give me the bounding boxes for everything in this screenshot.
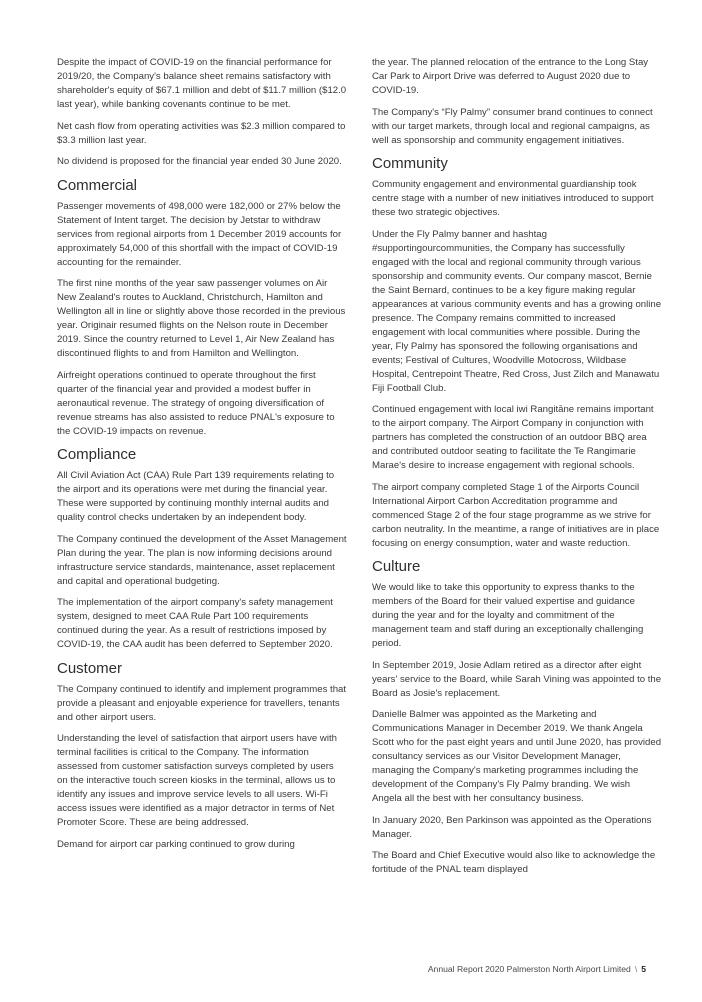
culture-heading: Culture	[372, 558, 421, 575]
finance-paragraph-1: Despite the impact of COVID-19 on the financial performance for 2019/20, the Company's balance sheet remains satisfactory with shareholder's equity of $67.1 million and debt of $11.7 million ($12.0 last year), while banking covenants continue to be met.	[57, 57, 347, 110]
culture-paragraph-5: The Board and Chief Executive would also like to acknowledge the fortitude of the PNAL team displayed	[372, 850, 656, 875]
community-paragraph-3: Continued engagement with local iwi Rangitāne remains important to the airport company. The Airport Company in conjunction with partners has completed the construction of an outdoor BBQ area and contributed outdoor seating to facilitate the Te Rangimarie Marae's desire to increase engagement with regional schools.	[372, 404, 654, 471]
report-title: Annual Report 2020 Palmerston North Airport Limited	[427, 964, 631, 974]
compliance-heading: Compliance	[57, 446, 137, 463]
commercial-paragraph-3: Airfreight operations continued to operate throughout the first quarter of the financial year and provided a modest buffer in aeronautical revenue. The strategy of ongoing diversification of revenue streams has also assisted to reduce PNAL's exposure to the COVID-19 impacts on revenue.	[57, 369, 335, 437]
community-paragraph-2: Under the Fly Palmy banner and hashtag #supportingourcommunities, the Company has successfully engaged with the local and regional community through various sponsorship and community events. Our company mascot, Bernie the Saint Bernard, continues to be a key figure making regular appearances at various community events and has a growing online presence. The Company remains committed to increased engagement with local communities where possible. During the year, Fly Palmy has sponsored the following organisations and events; Festival of Cultures, Woodville Motocross, Wildbase Hospital, Centrepoint Theatre, Red Cross, Just Zilch and Manawatu Fiji Football Club.	[372, 228, 662, 394]
compliance-paragraph-2: The Company continued the development of the Asset Management Plan during the year. The plan is now informing decisions around infrastructure service standards, maintenance, asset replacement and capital and operational budgeting.	[57, 533, 347, 587]
customer-paragraph-3: Demand for airport car parking continued to grow during	[57, 838, 295, 850]
carpark-paragraph: the year. The planned relocation of the entrance to the Long Stay Car Park to Airport Drive was deferred to August 2020 due to COVID-19.	[372, 57, 649, 96]
right-column	[372, 56, 662, 885]
finance-paragraph-2: Net cash flow from operating activities was $2.3 million compared to $3.3 million last year.	[57, 120, 346, 146]
customer-heading: Customer	[57, 659, 123, 677]
left-column	[57, 56, 347, 859]
culture-paragraph-2: In September 2019, Josie Adlam retired as a director after eight years' service to the Board, while Sarah Vining was appointed to the Board as Josie's replacement.	[372, 659, 662, 699]
page-number: 5	[641, 964, 646, 974]
community-paragraph-4: The airport company completed Stage 1 of the Airports Council International Airport Carbon Accreditation programme and commenced Stage 2 of the four stage programme as we strive for carbon neutrality. In the meantime, a range of initiatives are in place focusing on energy consumption, water and waste reduction.	[372, 481, 660, 549]
culture-paragraph-3: Danielle Balmer was appointed as the Marketing and Communications Manager in December 2019. We thank Angela Scott who for the past eight years and until June 2020, has provided consultancy services as our Visitor Development Manager, managing the Company's marketing programmes including the development of the Company's Fly Palmy branding. We wish Angela all the best with her consultancy business.	[372, 709, 662, 804]
community-paragraph-1: Community engagement and environmental guardianship took centre stage with a number of new initiatives introduced to support these two strategic objectives.	[372, 179, 654, 218]
customer-paragraph-2: Understanding the level of satisfaction that airport users have with terminal facilities is critical to the Company. The information assessed from customer satisfaction surveys completed by users on the interactive touch screen kiosks in the terminal, allows us to identify any issues and improve service levels to all users. Wi-Fi access issues were identified as a major detractor in terms of Net Promoter Score. These are being addressed.	[57, 733, 337, 828]
commercial-heading: Commercial	[57, 176, 138, 194]
commercial-paragraph-1: Passenger movements of 498,000 were 182,000 or 27% below the Statement of Intent target. The decision by Jetstar to withdraw services from regional airports from 1 December 2019 accounts for approximately 54,000 of this shortfall with the impact of COVID-19 accounting for the remainder.	[57, 200, 342, 268]
community-heading: Community	[372, 155, 448, 172]
footer-separator: \	[634, 964, 638, 974]
culture-paragraph-4: In January 2020, Ben Parkinson was appointed as the Operations Manager.	[372, 814, 652, 840]
compliance-paragraph-1: All Civil Aviation Act (CAA) Rule Part 139 requirements relating to the airport and its operations were met during the financial year. These were supported by continuing monthly internal audits and quality control checks undertaken by an independent body.	[57, 470, 335, 523]
finance-paragraph-3: No dividend is proposed for the financial year ended 30 June 2020.	[57, 156, 342, 167]
customer-paragraph-1: The Company continued to identify and implement programmes that provide a pleasant and enjoyable experience for travellers, tenants and other airport users.	[57, 683, 347, 723]
compliance-paragraph-3: The implementation of the airport company's safety management system, designed to meet CAA Rule Part 100 requirements continued during the year. As a result of restrictions imposed by COVID-19, the CAA audit has been deferred to September 2020.	[57, 597, 333, 650]
page-footer	[428, 964, 646, 974]
commercial-paragraph-2: The first nine months of the year saw passenger volumes on Air New Zealand's routes to Auckland, Christchurch, Hamilton and Wellington all in line or slightly above those recorded in the previous year. Originair resumed flights on the Nelson route in December 2019. Since the country returned to Level 1, Air New Zealand has discontinued flights to and from Hamilton and Wellington.	[57, 278, 346, 359]
fly-palmy-paragraph: The Company's “Fly Palmy” consumer brand continues to connect with our target markets, through local and regional campaigns, as well as sponsorship and community engagement initiatives.	[372, 106, 653, 146]
culture-paragraph-1: We would like to take this opportunity to express thanks to the members of the Board for their valued expertise and guidance during the year and for the loyalty and commitment of the management team and staff during an exceptionally challenging period.	[372, 582, 644, 649]
